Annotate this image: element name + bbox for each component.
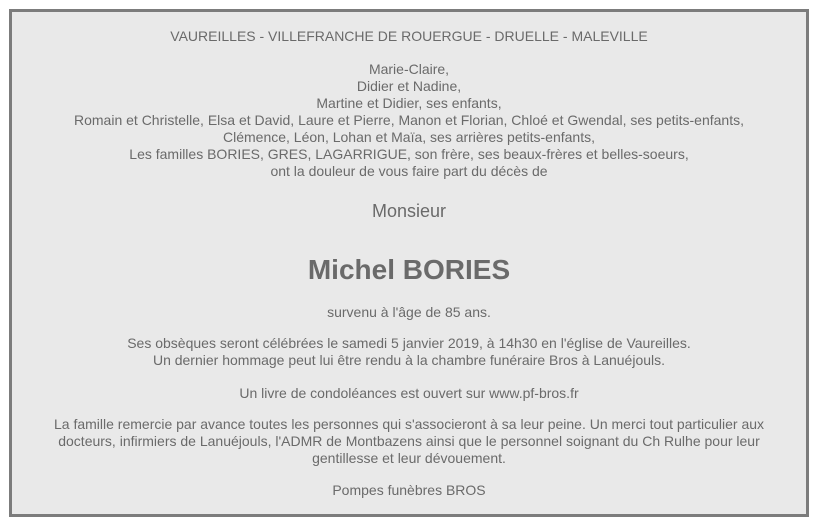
towns-header: VAUREILLES - VILLEFRANCHE DE ROUERGUE - DRUELLE - MALEVILLE bbox=[170, 28, 648, 44]
honorific-title: Monsieur bbox=[371, 201, 447, 221]
family-line: Martine et Didier, ses enfants, bbox=[316, 95, 502, 111]
thanks-paragraph bbox=[32, 416, 786, 467]
thanks-line: gentillesse et leur dévouement. bbox=[312, 450, 506, 466]
condolences-notice: Un livre de condoléances est ouvert sur www.pf-bros.fr bbox=[239, 385, 579, 401]
thanks-line: docteurs, infirmiers de Lanuéjouls, l'ADMR de Montbazens ainsi que le personnel soignant du Ch Rulhe pour leur bbox=[58, 433, 760, 449]
family-line: Clémence, Léon, Lohan et Maïa, ses arrières petits-enfants, bbox=[223, 129, 595, 145]
funeral-line: Un dernier hommage peut lui être rendu à la chambre funéraire Bros à Lanuéjouls. bbox=[152, 352, 666, 368]
deceased-name: Michel BORIES bbox=[307, 254, 511, 285]
family-line: Marie-Claire, bbox=[368, 61, 450, 77]
family-line: Didier et Nadine, bbox=[356, 78, 462, 94]
funeral-line: Ses obsèques seront célébrées le samedi 5 janvier 2019, à 14h30 en l'église de Vaureilles. bbox=[127, 335, 691, 351]
family-announcement bbox=[12, 61, 806, 180]
family-line: Romain et Christelle, Elsa et David, Laure et Pierre, Manon et Florian, Chloé et Gwendal, ses petits-enfants, bbox=[74, 112, 744, 128]
family-line: Les familles BORIES, GRES, LAGARRIGUE, son frère, ses beaux-frères et belles-soeurs, bbox=[129, 146, 689, 162]
funeral-home-signature: Pompes funèbres BROS bbox=[332, 482, 486, 498]
family-line: ont la douleur de vous faire part du décès de bbox=[270, 163, 548, 179]
obituary-card bbox=[9, 9, 809, 517]
thanks-line: La famille remercie par avance toutes les personnes qui s'associeront à sa leur peine. Un merci tout particulier aux bbox=[53, 416, 765, 432]
age-statement: survenu à l'âge de 85 ans. bbox=[327, 304, 491, 320]
funeral-details bbox=[12, 335, 806, 369]
